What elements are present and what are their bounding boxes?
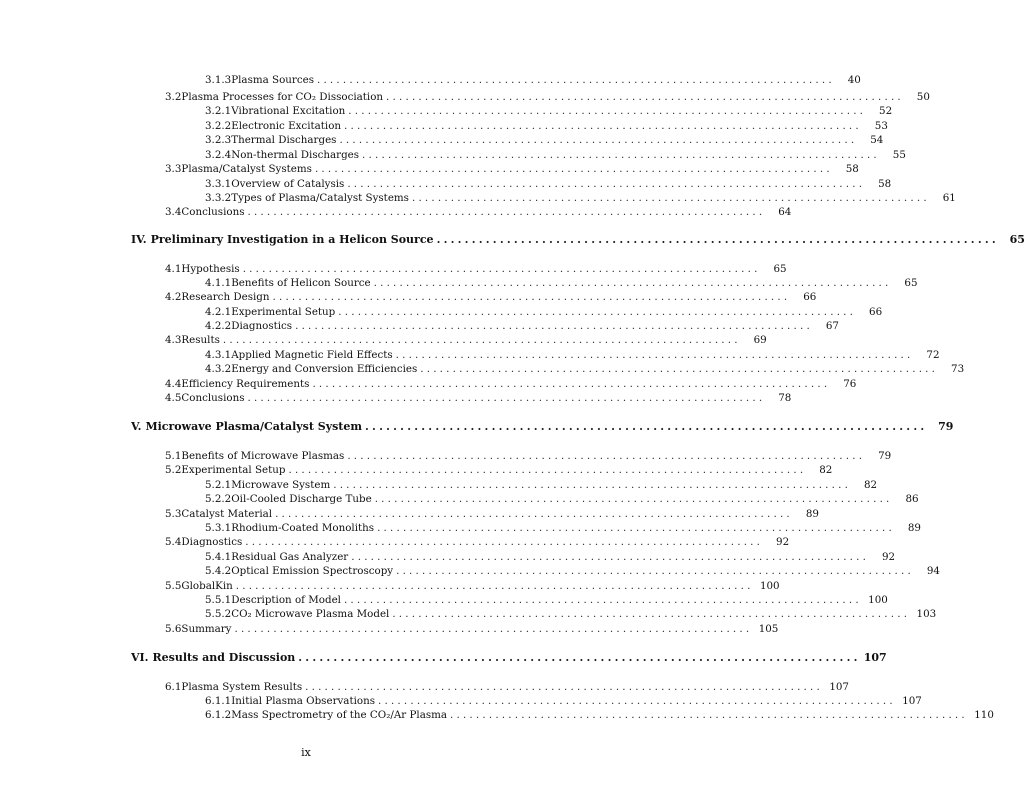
toc-entry [205, 319, 839, 333]
toc-entry-number: IV. [131, 233, 147, 246]
toc-entry-title: Types of Plasma/Catalyst Systems [231, 192, 409, 204]
toc-entry-number: 4.3.1 [205, 349, 232, 361]
toc-entry-number: 3.2 [165, 91, 182, 103]
toc-entry-number: 4.2.2 [205, 320, 232, 332]
toc-entry-number: 5.2.2 [205, 493, 232, 505]
toc-chapter [131, 233, 1025, 247]
toc-entry-page: 100 [868, 594, 888, 606]
toc-entry-number: 5.5.1 [205, 594, 232, 606]
toc-entry-page: 64 [778, 206, 792, 218]
dot-leader: ................................................................................ [247, 392, 766, 404]
toc-entry-page: 65 [1009, 233, 1025, 246]
toc-entry [205, 119, 888, 133]
toc-entry [205, 177, 892, 191]
toc-entry [205, 104, 893, 118]
toc-entry [205, 593, 888, 607]
toc-entry-title: Electronic Excitation [231, 120, 342, 132]
toc-entry-number: 3.2.4 [205, 149, 232, 161]
toc-entry-page: 100 [759, 580, 780, 592]
dot-leader: ................................................................................ [344, 120, 862, 132]
toc-entry-page: 92 [882, 551, 896, 563]
dot-leader: ................................................................................ [351, 551, 870, 563]
toc-entry-title: Residual Gas Analyzer [231, 551, 349, 563]
toc-entry-title: Rhodium-Coated Monoliths [231, 522, 375, 534]
toc-entry [165, 205, 792, 219]
toc-entry-title: Results [181, 334, 220, 346]
toc-entry [205, 564, 940, 578]
toc-entry [165, 290, 817, 304]
dot-leader: ................................................................................ [316, 74, 835, 86]
toc-entry-title: Vibrational Excitation [231, 105, 346, 117]
toc-entry [165, 463, 833, 477]
dot-leader: ................................................................................ [247, 206, 766, 218]
toc-entry-number: VI. [131, 651, 149, 664]
dot-leader: ................................................................................ [374, 493, 893, 505]
toc-entry-page: 107 [902, 695, 922, 707]
dot-leader: ................................................................................ [396, 565, 914, 577]
toc-entry-page: 103 [916, 608, 937, 620]
toc-entry-title: Optical Emission Spectroscopy [231, 565, 394, 577]
toc-entry-title: Microwave System [231, 479, 331, 491]
toc-entry-title: Description of Model [231, 594, 341, 606]
toc-entry-page: 86 [905, 493, 919, 505]
dot-leader: ................................................................................ [348, 105, 867, 117]
toc-entry-title: Experimental Setup [231, 306, 336, 318]
toc-entry [165, 507, 819, 521]
toc-entry [205, 305, 883, 319]
toc-entry-title: Non-thermal Discharges [231, 149, 360, 161]
toc-entry-number: V. [131, 420, 142, 433]
toc-entry-title: Conclusions [181, 206, 245, 218]
toc-entry-page: 54 [870, 134, 884, 146]
toc-entry [205, 73, 861, 87]
toc-entry [165, 535, 790, 549]
toc-entry [205, 694, 922, 708]
toc-entry [165, 90, 930, 104]
dot-leader: ................................................................................ [333, 479, 852, 491]
toc-entry-title: Benefits of Microwave Plasmas [181, 450, 345, 462]
toc-entry [165, 377, 857, 391]
toc-entry-page: 73 [951, 363, 965, 375]
dot-leader: ................................................................................ [272, 291, 791, 303]
toc-entry-page: 107 [829, 681, 849, 693]
toc-entry [205, 362, 965, 376]
toc-entry-page: 53 [874, 120, 888, 132]
toc-entry-number: 5.4.2 [205, 565, 232, 577]
toc-entry [165, 622, 779, 636]
dot-leader: ................................................................................ [420, 363, 939, 375]
toc-entry [205, 148, 906, 162]
toc-entry [205, 708, 994, 722]
toc-entry-title: CO₂ Microwave Plasma Model [231, 608, 390, 620]
dot-leader: ................................................................................ [242, 263, 761, 275]
toc-entry-page: 76 [843, 378, 857, 390]
toc-entry-title: Microwave Plasma/Catalyst System [145, 420, 363, 433]
toc-entry-number: 4.2.1 [205, 306, 232, 318]
toc-entry-title: Summary [181, 623, 232, 635]
toc-entry-page: 92 [776, 536, 790, 548]
toc-entry [205, 550, 896, 564]
toc-entry-number: 4.1 [165, 263, 182, 275]
dot-leader: ................................................................................ [347, 450, 866, 462]
toc-entry-page: 69 [753, 334, 767, 346]
toc-entry-title: Plasma System Results [181, 681, 303, 693]
toc-entry-page: 65 [773, 263, 787, 275]
dot-leader: ................................................................................ [392, 608, 911, 620]
toc-entry-number: 5.5 [165, 580, 182, 592]
toc-entry-title: Plasma Sources [231, 74, 314, 86]
toc-entry [165, 262, 787, 276]
toc-entry-page: 78 [778, 392, 792, 404]
dot-leader: ................................................................................ [338, 306, 857, 318]
toc-entry-page: 94 [926, 565, 940, 577]
toc-entry-page: 82 [819, 464, 833, 476]
toc-entry-title: Research Design [181, 291, 270, 303]
dot-leader: ................................................................................ [312, 378, 831, 390]
dot-leader: ................................................................................ [288, 464, 807, 476]
toc-entry-title: Conclusions [181, 392, 245, 404]
dot-leader: ................................................................................ [377, 522, 895, 534]
toc-entry-number: 6.1.2 [205, 709, 232, 721]
toc-chapter [131, 651, 887, 665]
toc-entry-page: 82 [863, 479, 878, 491]
toc-entry-page: 50 [916, 91, 930, 103]
toc-entry-number: 5.3.1 [205, 522, 232, 534]
toc-entry-number: 3.2.2 [205, 120, 232, 132]
toc-entry-title: Mass Spectrometry of the CO₂/Ar Plasma [231, 709, 448, 721]
dot-leader: ................................................................................ [436, 233, 999, 246]
toc-entry-number: 4.2 [165, 291, 182, 303]
toc-entry [205, 478, 878, 492]
toc-entry-page: 89 [907, 522, 921, 534]
toc-entry-number: 5.6 [165, 623, 182, 635]
toc-entry [205, 492, 919, 506]
toc-entry [205, 276, 918, 290]
toc-entry-title: Results and Discussion [152, 651, 296, 664]
dot-leader: ................................................................................ [245, 536, 764, 548]
toc-entry-number: 5.4.1 [205, 551, 232, 563]
dot-leader: ................................................................................ [378, 695, 896, 707]
toc-entry-title: Diagnostics [231, 320, 293, 332]
toc-entry-number: 3.3 [165, 163, 182, 175]
toc-entry-page: 89 [805, 508, 819, 520]
toc-entry-title: Initial Plasma Observations [231, 695, 375, 707]
toc-entry-page: 67 [825, 320, 839, 332]
dot-leader: ................................................................................ [365, 420, 928, 433]
toc-entry-page: 107 [863, 651, 887, 664]
toc-entry-number: 5.4 [165, 536, 182, 548]
dot-leader: ................................................................................ [339, 134, 858, 146]
toc-entry-page: 66 [803, 291, 817, 303]
toc-entry-page: 105 [758, 623, 779, 635]
toc-entry-title: Applied Magnetic Field Effects [231, 349, 393, 361]
dot-leader: ................................................................................ [298, 651, 861, 664]
toc-entry-number: 4.3.2 [205, 363, 232, 375]
dot-leader: ................................................................................ [234, 623, 753, 635]
toc-entry [205, 133, 884, 147]
toc-entry-page: 79 [938, 420, 954, 433]
toc-entry-number: 3.3.2 [205, 192, 232, 204]
toc-entry-title: Catalyst Material [181, 508, 273, 520]
toc-entry-number: 3.2.3 [205, 134, 232, 146]
toc-entry [205, 607, 937, 621]
toc-entry-number: 5.2.1 [205, 479, 232, 491]
toc-entry-number: 6.1 [165, 681, 182, 693]
dot-leader: ................................................................................ [362, 149, 880, 161]
toc-entry [165, 333, 767, 347]
toc-entry [165, 162, 859, 176]
toc-entry-number: 4.4 [165, 378, 182, 390]
toc-entry-page: 72 [926, 349, 940, 361]
toc-entry-page: 66 [869, 306, 883, 318]
toc-entry [165, 579, 780, 593]
toc-entry-page: 110 [974, 709, 994, 721]
toc-entry-title: Oil-Cooled Discharge Tube [231, 493, 372, 505]
toc-entry-number: 4.1.1 [205, 277, 232, 289]
dot-leader: ................................................................................ [235, 580, 754, 592]
dot-leader: ................................................................................ [411, 192, 930, 204]
toc-entry-number: 3.1.3 [205, 74, 232, 86]
toc-entry-title: Experimental Setup [181, 464, 286, 476]
toc-entry-number: 3.2.1 [205, 105, 232, 117]
toc-entry-number: 4.5 [165, 392, 182, 404]
toc-entry-title: Overview of Catalysis [231, 178, 345, 190]
toc-entry-number: 5.2 [165, 464, 182, 476]
dot-leader: ................................................................................ [343, 594, 862, 606]
toc-entry-page: 79 [878, 450, 892, 462]
toc-entry-title: Benefits of Helicon Source [231, 277, 371, 289]
toc-entry [205, 521, 921, 535]
dot-leader: ................................................................................ [295, 320, 813, 332]
toc-entry-title: Diagnostics [181, 536, 243, 548]
dot-leader: ................................................................................ [314, 163, 833, 175]
dot-leader: ................................................................................ [386, 91, 904, 103]
page-number: ix [301, 746, 311, 759]
toc-entry-title: GlobalKin [181, 580, 233, 592]
dot-leader: ................................................................................ [275, 508, 793, 520]
dot-leader: ................................................................................ [373, 277, 892, 289]
toc-entry-number: 5.1 [165, 450, 182, 462]
toc-entry [165, 391, 792, 405]
toc-entry-title: Energy and Conversion Efficiencies [231, 363, 418, 375]
dot-leader: ................................................................................ [347, 178, 866, 190]
toc-entry [165, 449, 892, 463]
toc-entry-title: Preliminary Investigation in a Helicon Source [150, 233, 434, 246]
dot-leader: ................................................................................ [305, 681, 823, 693]
toc-entry-title: Thermal Discharges [231, 134, 337, 146]
toc-entry-title: Plasma Processes for CO₂ Dissociation [181, 91, 384, 103]
toc-entry-number: 4.3 [165, 334, 182, 346]
toc-entry-number: 5.3 [165, 508, 182, 520]
toc-entry [165, 680, 849, 694]
toc-entry-title: Plasma/Catalyst Systems [181, 163, 312, 175]
toc-entry-page: 55 [892, 149, 906, 161]
toc-entry [205, 191, 956, 205]
toc-entry-number: 3.3.1 [205, 178, 232, 190]
toc-entry-number: 6.1.1 [205, 695, 232, 707]
toc-entry-title: Hypothesis [181, 263, 240, 275]
toc-chapter [131, 420, 954, 434]
toc-entry-number: 3.4 [165, 206, 182, 218]
toc-entry-number: 5.5.2 [205, 608, 232, 620]
dot-leader: ................................................................................ [395, 349, 914, 361]
toc-entry-page: 40 [847, 74, 861, 86]
toc-entry-title: Efficiency Requirements [181, 378, 310, 390]
dot-leader: ................................................................................ [450, 709, 968, 721]
toc-entry [205, 348, 940, 362]
toc-entry-page: 58 [878, 178, 892, 190]
toc-entry-page: 58 [845, 163, 859, 175]
toc-entry-page: 52 [879, 105, 893, 117]
dot-leader: ................................................................................ [222, 334, 741, 346]
toc-entry-page: 65 [904, 277, 918, 289]
toc-entry-page: 61 [942, 192, 956, 204]
